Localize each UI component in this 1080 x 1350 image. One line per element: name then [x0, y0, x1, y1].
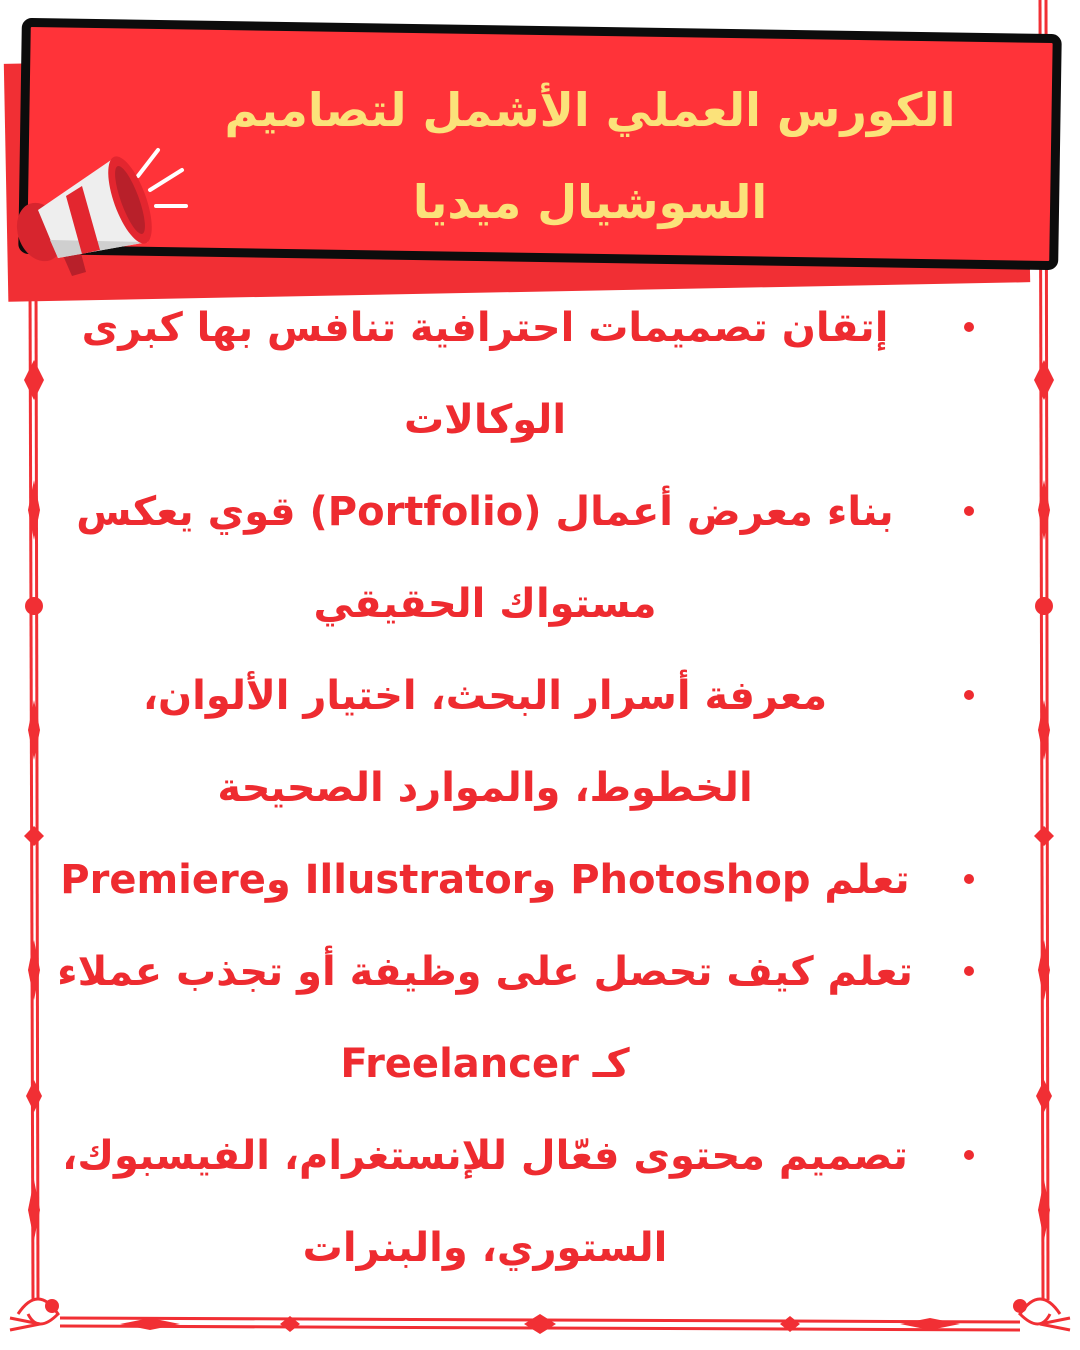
list-item: [50, 650, 1000, 834]
bullet-icon: [964, 690, 974, 700]
list-item-text: تعلم كيف تحصل على وظيفة أو تجذب عملاء كـ Freelancer: [57, 949, 913, 1087]
list-item: [50, 834, 1000, 926]
list-item-text: تصميم محتوى فعّال للإنستغرام، الفيسبوك، الستوري، والبنرات: [62, 1133, 908, 1271]
list-item-text: بناء معرض أعمال (Portfolio) قوي يعكس مستواك الحقيقي: [76, 489, 894, 627]
bullet-icon: [964, 322, 974, 332]
bullet-icon: [964, 966, 974, 976]
list-item-text: معرفة أسرار البحث، اختيار الألوان، الخطوط، والموارد الصحيحة: [142, 673, 828, 811]
bullet-icon: [964, 1150, 974, 1160]
list-item: [50, 926, 1000, 1110]
feature-list: [50, 282, 1000, 1294]
list-item-text: إتقان تصميمات احترافية تنافس بها كبرى الوكالات: [81, 305, 889, 443]
list-item-text: تعلم Photoshop وIllustrator وPremiere: [60, 857, 910, 903]
list-item: [50, 282, 1000, 466]
list-item: [50, 1110, 1000, 1294]
page-title: الكورس العملي الأشمل لتصاميم السوشيال ميديا: [224, 83, 956, 229]
list-item: [50, 466, 1000, 650]
bullet-icon: [964, 506, 974, 516]
megaphone-icon: [10, 140, 200, 290]
bullet-icon: [964, 874, 974, 884]
